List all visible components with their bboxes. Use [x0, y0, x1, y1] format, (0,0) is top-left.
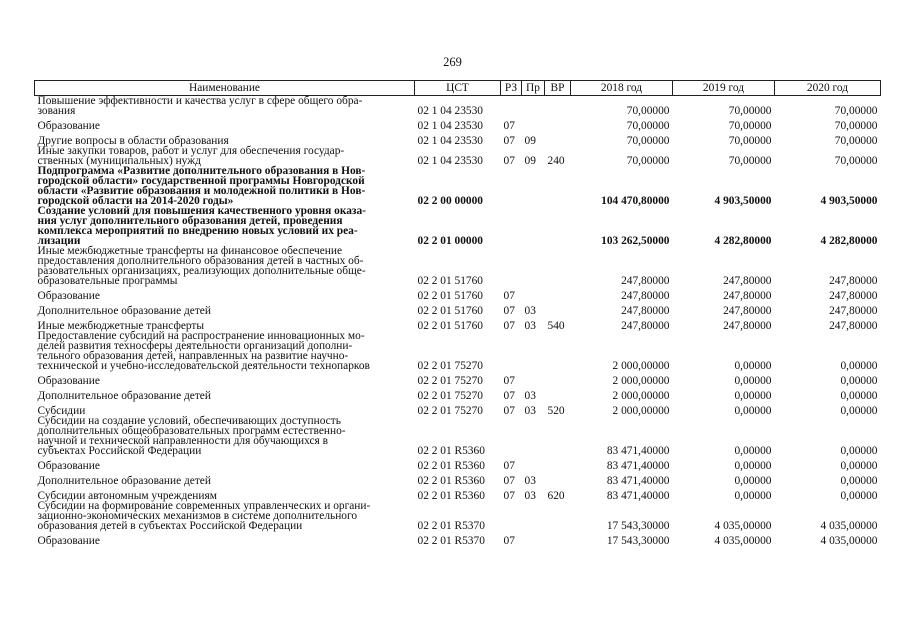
table-row: [35, 131, 881, 146]
cell-2018: 247,80000: [621, 305, 670, 317]
cell-2020: 4 035,00000: [820, 535, 878, 547]
cell-name: Повышение эффективности и качества услуг в сфере общего обра- зования: [37, 95, 363, 117]
table-row: [35, 146, 881, 166]
cell-2019: 247,80000: [723, 290, 772, 302]
cell-pr: 09: [524, 135, 536, 147]
cell-rz: 07: [503, 305, 515, 317]
cell-pr: 03: [524, 390, 536, 402]
cell-cst: 02 2 01 51760: [417, 305, 483, 317]
cell-vr: [545, 116, 571, 131]
cell-2020: 0,00000: [840, 490, 878, 502]
cell-2020: 0,00000: [840, 445, 878, 457]
cell-rz: 07: [503, 460, 515, 472]
cell-pr: [522, 206, 545, 246]
cell-2019: 4 282,80000: [714, 235, 772, 247]
cell-2020: 0,00000: [840, 375, 878, 387]
cell-name: Иные межбюджетные трансферты на финансовое обеспечение предоставления дополнительного образования детей в частных об- разовательных организациях, реализующих дополнительные обще- образовательные программы: [37, 245, 366, 287]
cell-name: Дополнительное образование детей: [37, 305, 211, 317]
cell-2019: 4 035,00000: [714, 535, 772, 547]
table-row: [35, 206, 881, 246]
cell-pr: [522, 286, 545, 301]
cell-2020: 70,00000: [834, 120, 878, 132]
table-row: [35, 286, 881, 301]
cell-rz: [501, 246, 522, 286]
cell-2020: 247,80000: [829, 290, 878, 302]
table-row: [35, 371, 881, 386]
table-row: [35, 531, 881, 546]
table-header-row: [35, 81, 881, 96]
cell-2018: 247,80000: [621, 275, 670, 287]
cell-vr: [545, 166, 571, 206]
cell-vr: 240: [547, 155, 565, 167]
cell-name: Иные закупки товаров, работ и услуг для обеспечения государ- ственных (муниципальных) нужд: [37, 145, 345, 167]
cell-pr: [522, 371, 545, 386]
cell-2018: 70,00000: [626, 135, 670, 147]
cell-pr: 03: [524, 490, 536, 502]
cell-cst: 02 1 04 23530: [417, 120, 483, 132]
table-row: [35, 166, 881, 206]
cell-2018: 17 543,30000: [606, 520, 670, 532]
cell-2020: 247,80000: [829, 320, 878, 332]
cell-cst: 02 2 01 51760: [417, 275, 483, 287]
cell-2018: 2 000,00000: [612, 405, 670, 417]
cell-cst: 02 2 01 51760: [417, 320, 483, 332]
cell-cst: 02 1 04 23530: [417, 155, 483, 167]
cell-2018: 2 000,00000: [612, 360, 670, 372]
cell-cst: 02 1 04 23530: [417, 105, 483, 117]
cell-rz: [501, 501, 522, 531]
cell-2019: 70,00000: [728, 105, 772, 117]
cell-rz: 07: [503, 120, 515, 132]
cell-vr: [545, 131, 571, 146]
header-2020: 2020 год: [775, 81, 881, 96]
cell-pr: [522, 246, 545, 286]
table-row: [35, 96, 881, 117]
cell-name: Подпрограмма «Развитие дополнительного образования в Нов- городской области» государственной программы Новгородской области «Развитие образования и молодежной политики в Нов- городской области на 2014-2020 годы»: [37, 165, 366, 207]
cell-rz: [501, 331, 522, 371]
cell-vr: [545, 286, 571, 301]
cell-rz: 07: [503, 535, 515, 547]
cell-2019: 4 035,00000: [714, 520, 772, 532]
cell-name: Предоставление субсидий на распространение инновационных мо- делей развития техносферы деятельности организаций дополни- тельного образования детей, направленных на развитие научно- технической и учебно-исследовательской деятельности технопарков: [37, 330, 370, 372]
cell-vr: [545, 456, 571, 471]
table-row: [35, 416, 881, 456]
table-row: [35, 331, 881, 371]
cell-2019: 0,00000: [734, 405, 772, 417]
cell-2020: 247,80000: [829, 275, 878, 287]
cell-vr: [545, 501, 571, 531]
cell-2018: 17 543,30000: [606, 535, 670, 547]
cell-pr: [522, 96, 545, 117]
cell-vr: [545, 386, 571, 401]
cell-2020: 4 903,50000: [820, 195, 878, 207]
cell-name: Субсидии автономным учреждениям: [37, 490, 217, 502]
table-row: [35, 301, 881, 316]
cell-pr: 03: [524, 405, 536, 417]
cell-rz: 07: [503, 490, 515, 502]
cell-name: Образование: [37, 120, 100, 132]
cell-cst: 02 2 01 75270: [417, 360, 483, 372]
cell-rz: 07: [503, 135, 515, 147]
cell-2018: 104 470,80000: [601, 195, 670, 207]
cell-vr: [545, 96, 571, 117]
table-row: [35, 501, 881, 531]
cell-2019: 0,00000: [734, 475, 772, 487]
cell-cst: 02 2 01 R5360: [417, 475, 485, 487]
cell-2020: 70,00000: [834, 105, 878, 117]
cell-2019: 0,00000: [734, 390, 772, 402]
cell-pr: [522, 166, 545, 206]
cell-2020: 4 035,00000: [820, 520, 878, 532]
cell-2019: 0,00000: [734, 490, 772, 502]
table-row: [35, 316, 881, 331]
cell-cst: 02 2 01 R5360: [417, 490, 485, 502]
cell-2019: 0,00000: [734, 445, 772, 457]
cell-pr: [522, 531, 545, 546]
cell-2020: 0,00000: [840, 475, 878, 487]
cell-name: Другие вопросы в области образования: [37, 135, 229, 147]
cell-pr: [522, 501, 545, 531]
cell-name: Образование: [37, 375, 100, 387]
cell-vr: 520: [547, 405, 565, 417]
cell-2018: 83 471,40000: [606, 475, 670, 487]
cell-2019: 0,00000: [734, 375, 772, 387]
cell-name: Образование: [37, 290, 100, 302]
cell-vr: [545, 331, 571, 371]
cell-name: Создание условий для повышения качественного уровня оказа- ния услуг дополнительного образования детей, проведения комплекса мероприятий по внедрению новых условий их реа- лизации: [37, 205, 366, 247]
budget-table: [34, 80, 881, 546]
cell-2018: 83 471,40000: [606, 460, 670, 472]
cell-cst: 02 2 01 00000: [417, 235, 483, 247]
table-row: [35, 116, 881, 131]
cell-vr: [545, 416, 571, 456]
cell-rz: 07: [503, 320, 515, 332]
cell-vr: [545, 371, 571, 386]
header-vr: ВР: [545, 81, 571, 96]
cell-rz: 07: [503, 475, 515, 487]
cell-name: Субсидии: [37, 405, 86, 417]
cell-name: Субсидии на создание условий, обеспечивающих доступность дополнительных общеобразовательных программ естественно- научной и технической направленности для обучающихся в субъектах Российской Федерации: [37, 415, 346, 457]
cell-2018: 83 471,40000: [606, 490, 670, 502]
cell-2020: 70,00000: [834, 135, 878, 147]
table-row: [35, 471, 881, 486]
cell-2018: 2 000,00000: [612, 390, 670, 402]
cell-rz: [501, 96, 522, 117]
table-row: [35, 486, 881, 501]
cell-cst: 02 2 01 51760: [417, 290, 483, 302]
cell-pr: [522, 456, 545, 471]
cell-2019: 247,80000: [723, 275, 772, 287]
cell-vr: 540: [547, 320, 565, 332]
header-2018: 2018 год: [571, 81, 673, 96]
cell-2020: 70,00000: [834, 155, 878, 167]
cell-vr: [545, 531, 571, 546]
table-row: [35, 386, 881, 401]
cell-vr: 620: [547, 490, 565, 502]
cell-rz: 07: [503, 405, 515, 417]
cell-2018: 103 262,50000: [601, 235, 670, 247]
cell-rz: 07: [503, 390, 515, 402]
cell-rz: [501, 206, 522, 246]
cell-name: Дополнительное образование детей: [37, 390, 211, 402]
cell-2018: 2 000,00000: [612, 375, 670, 387]
cell-cst: 02 2 00 00000: [417, 195, 483, 207]
cell-2018: 70,00000: [626, 155, 670, 167]
cell-2018: 70,00000: [626, 105, 670, 117]
cell-2019: 247,80000: [723, 320, 772, 332]
cell-2018: 70,00000: [626, 120, 670, 132]
cell-2019: 247,80000: [723, 305, 772, 317]
header-name: Наименование: [35, 81, 415, 96]
cell-vr: [545, 301, 571, 316]
cell-vr: [545, 471, 571, 486]
cell-name: Образование: [37, 460, 100, 472]
header-rz: РЗ: [501, 81, 522, 96]
cell-2019: 70,00000: [728, 120, 772, 132]
cell-name: Иные межбюджетные трансферты: [37, 320, 205, 332]
cell-name: Субсидии на формирование современных управленческих и органи- зационно-экономических механизмов в системе дополнительного образования детей в субъектах Российской Федерации: [37, 500, 371, 532]
cell-name: Образование: [37, 535, 100, 547]
cell-rz: 07: [503, 155, 515, 167]
cell-2020: 247,80000: [829, 305, 878, 317]
cell-2020: 0,00000: [840, 390, 878, 402]
cell-2019: 70,00000: [728, 135, 772, 147]
cell-pr: 03: [524, 305, 536, 317]
cell-cst: 02 2 01 R5370: [417, 535, 485, 547]
cell-cst: 02 2 01 R5360: [417, 445, 485, 457]
cell-pr: 09: [524, 155, 536, 167]
cell-pr: [522, 116, 545, 131]
cell-2018: 247,80000: [621, 320, 670, 332]
cell-2019: 0,00000: [734, 360, 772, 372]
cell-pr: 03: [524, 475, 536, 487]
cell-2019: 0,00000: [734, 460, 772, 472]
cell-2020: 0,00000: [840, 360, 878, 372]
cell-pr: [522, 416, 545, 456]
cell-2019: 4 903,50000: [714, 195, 772, 207]
cell-2018: 247,80000: [621, 290, 670, 302]
header-pr: Пр: [522, 81, 545, 96]
cell-vr: [545, 206, 571, 246]
cell-cst: 02 2 01 75270: [417, 390, 483, 402]
cell-rz: 07: [503, 375, 515, 387]
header-cst: ЦСТ: [415, 81, 501, 96]
cell-cst: 02 2 01 R5370: [417, 520, 485, 532]
header-2019: 2019 год: [673, 81, 775, 96]
cell-2020: 0,00000: [840, 405, 878, 417]
cell-cst: 02 2 01 75270: [417, 375, 483, 387]
cell-rz: [501, 416, 522, 456]
cell-2020: 4 282,80000: [820, 235, 878, 247]
cell-cst: 02 2 01 R5360: [417, 460, 485, 472]
cell-pr: [522, 331, 545, 371]
cell-cst: 02 2 01 75270: [417, 405, 483, 417]
cell-2018: 83 471,40000: [606, 445, 670, 457]
table-row: [35, 401, 881, 416]
cell-2020: 0,00000: [840, 460, 878, 472]
cell-pr: 03: [524, 320, 536, 332]
cell-rz: [501, 166, 522, 206]
cell-cst: 02 1 04 23530: [417, 135, 483, 147]
cell-2019: 70,00000: [728, 155, 772, 167]
table-row: [35, 246, 881, 286]
table-row: [35, 456, 881, 471]
cell-vr: [545, 246, 571, 286]
cell-name: Дополнительное образование детей: [37, 475, 211, 487]
cell-rz: 07: [503, 290, 515, 302]
page-number: 269: [443, 55, 462, 69]
